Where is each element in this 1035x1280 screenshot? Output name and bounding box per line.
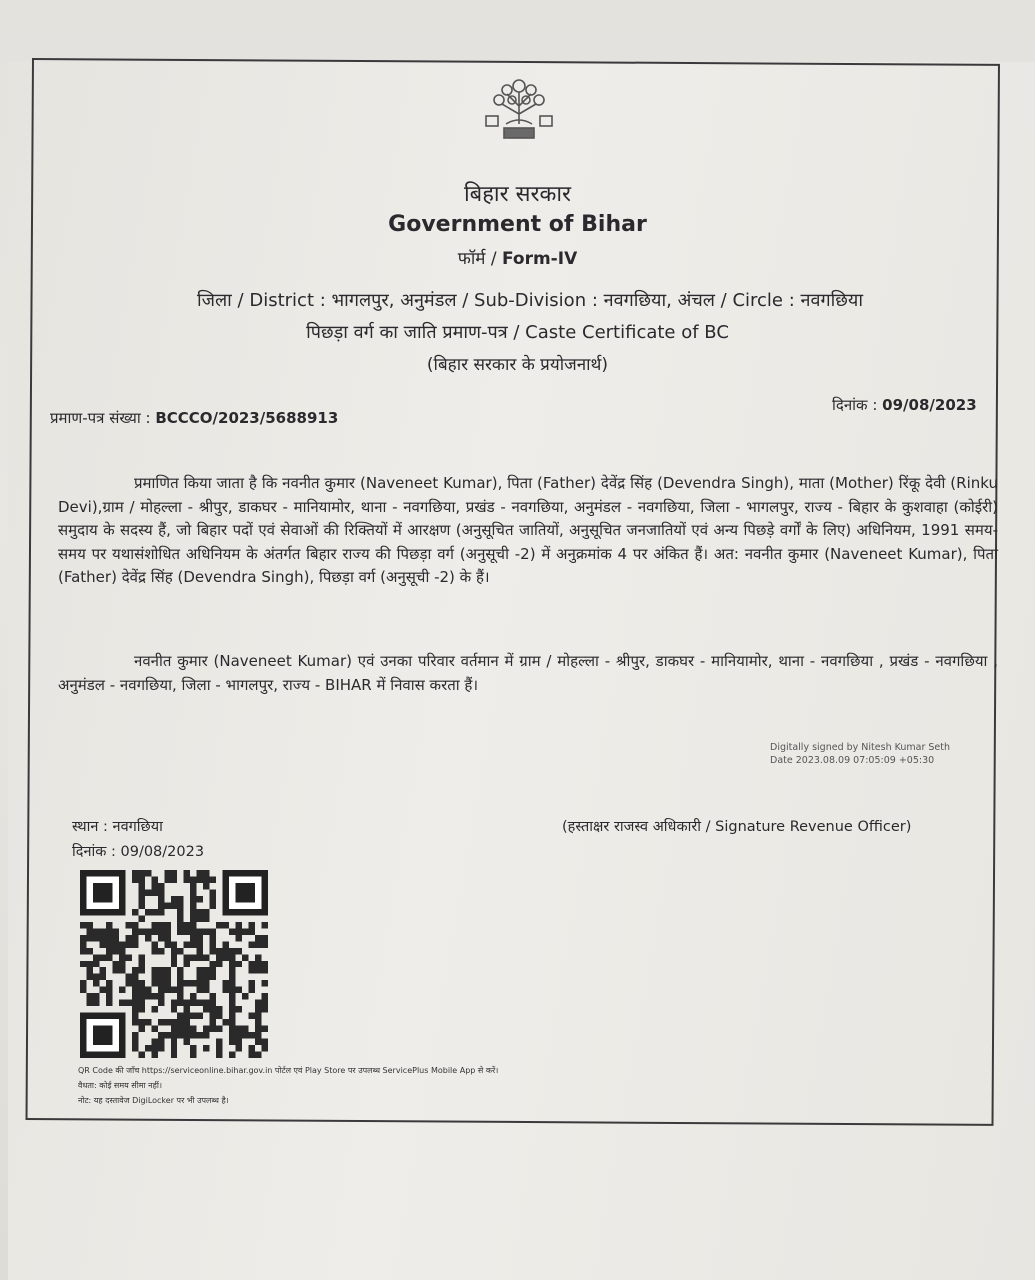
certificate-number: प्रमाण-पत्र संख्या : BCCCO/2023/5688913 [50,409,339,427]
qr-code-icon [80,870,268,1058]
digital-signature-date: Date 2023.08.09 07:05:09 +05:30 [770,755,935,766]
issue-date: दिनांक : 09/08/2023 [832,396,977,414]
digital-signature-signer: Digitally signed by Nitesh Kumar Seth [770,742,951,753]
validity-note: वैधता: कोई समय सीमा नहीं। [78,1081,162,1090]
qr-verification-note: QR Code की जाँच https://serviceonline.bihar.gov.in पोर्टल एवं Play Store पर उपलब्ध ServicePlus Mobile App से करें। [78,1066,499,1075]
location-line: जिला / District : भागलपुर, अनुमंडल / Sub-Division : नवगछिया, अंचल / Circle : नवगछिया [196,290,864,311]
hindi-government-title: बिहार सरकार [463,182,572,207]
emblem-caption: बिहार [505,139,520,147]
signature-label: (हस्ताक्षर राजस्व अधिकारी / Signature Revenue Officer) [562,819,912,835]
form-label: फॉर्म / Form-IV [457,249,578,269]
digilocker-note: नोट: यह दस्तावेज DigiLocker पर भी उपलब्ध है। [78,1096,229,1105]
digital-signature [770,741,950,767]
certificate-title: पिछड़ा वर्ग का जाति प्रमाण-पत्र / Caste Certificate of BC [306,322,729,343]
place-label: स्थान : नवगछिया [72,819,163,835]
purpose-line: (बिहार सरकार के प्रयोजनार्थ) [426,355,609,375]
residence-paragraph: नवनीत कुमार (Naveneet Kumar) एवं उनका परिवार वर्तमान में ग्राम / मोहल्ला - श्रीपुर, डाकघर - मानियामोर, थाना - नवगछिया , प्रखंड - नवगछिया , अनुमंडल - नवगछिया, जिला - भागलपुर, राज्य - BIHAR में निवास करता हैं। [58,652,998,694]
bottom-date: दिनांक : 09/08/2023 [72,844,205,860]
government-title: Government of Bihar [388,212,647,237]
certification-paragraph: प्रमाणित किया जाता है कि नवनीत कुमार (Naveneet Kumar), पिता (Father) देवेंद्र सिंह (Devendra Singh), माता (Mother) रिंकू देवी (Rinku Devi),ग्राम / मोहल्ला - श्रीपुर, डाकघर - मानियामोर, थाना - नवगछिया, प्रखंड - नवगछिया, अनुमंडल - नवगछिया, जिला - भागलपुर, राज्य - बिहार के कुशवाहा (कोईरी) समुदाय के सदस्य हैं, जो बिहार पदों एवं सेवाओं की रिक्तियों में आरक्षण (अनुसूचित जातियों, अनुसूचित जनजातियों एवं अन्य पिछड़े वर्गों के लिए) अधिनियम, 1991 समय-समय पर यथासंशोधित अधिनियम के अंतर्गत बिहार राज्य की पिछड़ा वर्ग (अनुसूची -2) में अनुक्रमांक 4 पर अंकित हैं। अत: नवनीत कुमार (Naveneet Kumar), पिता (Father) देवेंद्र सिंह (Devendra Singh), पिछड़ा वर्ग (अनुसूची -2) के हैं। [58,474,998,586]
